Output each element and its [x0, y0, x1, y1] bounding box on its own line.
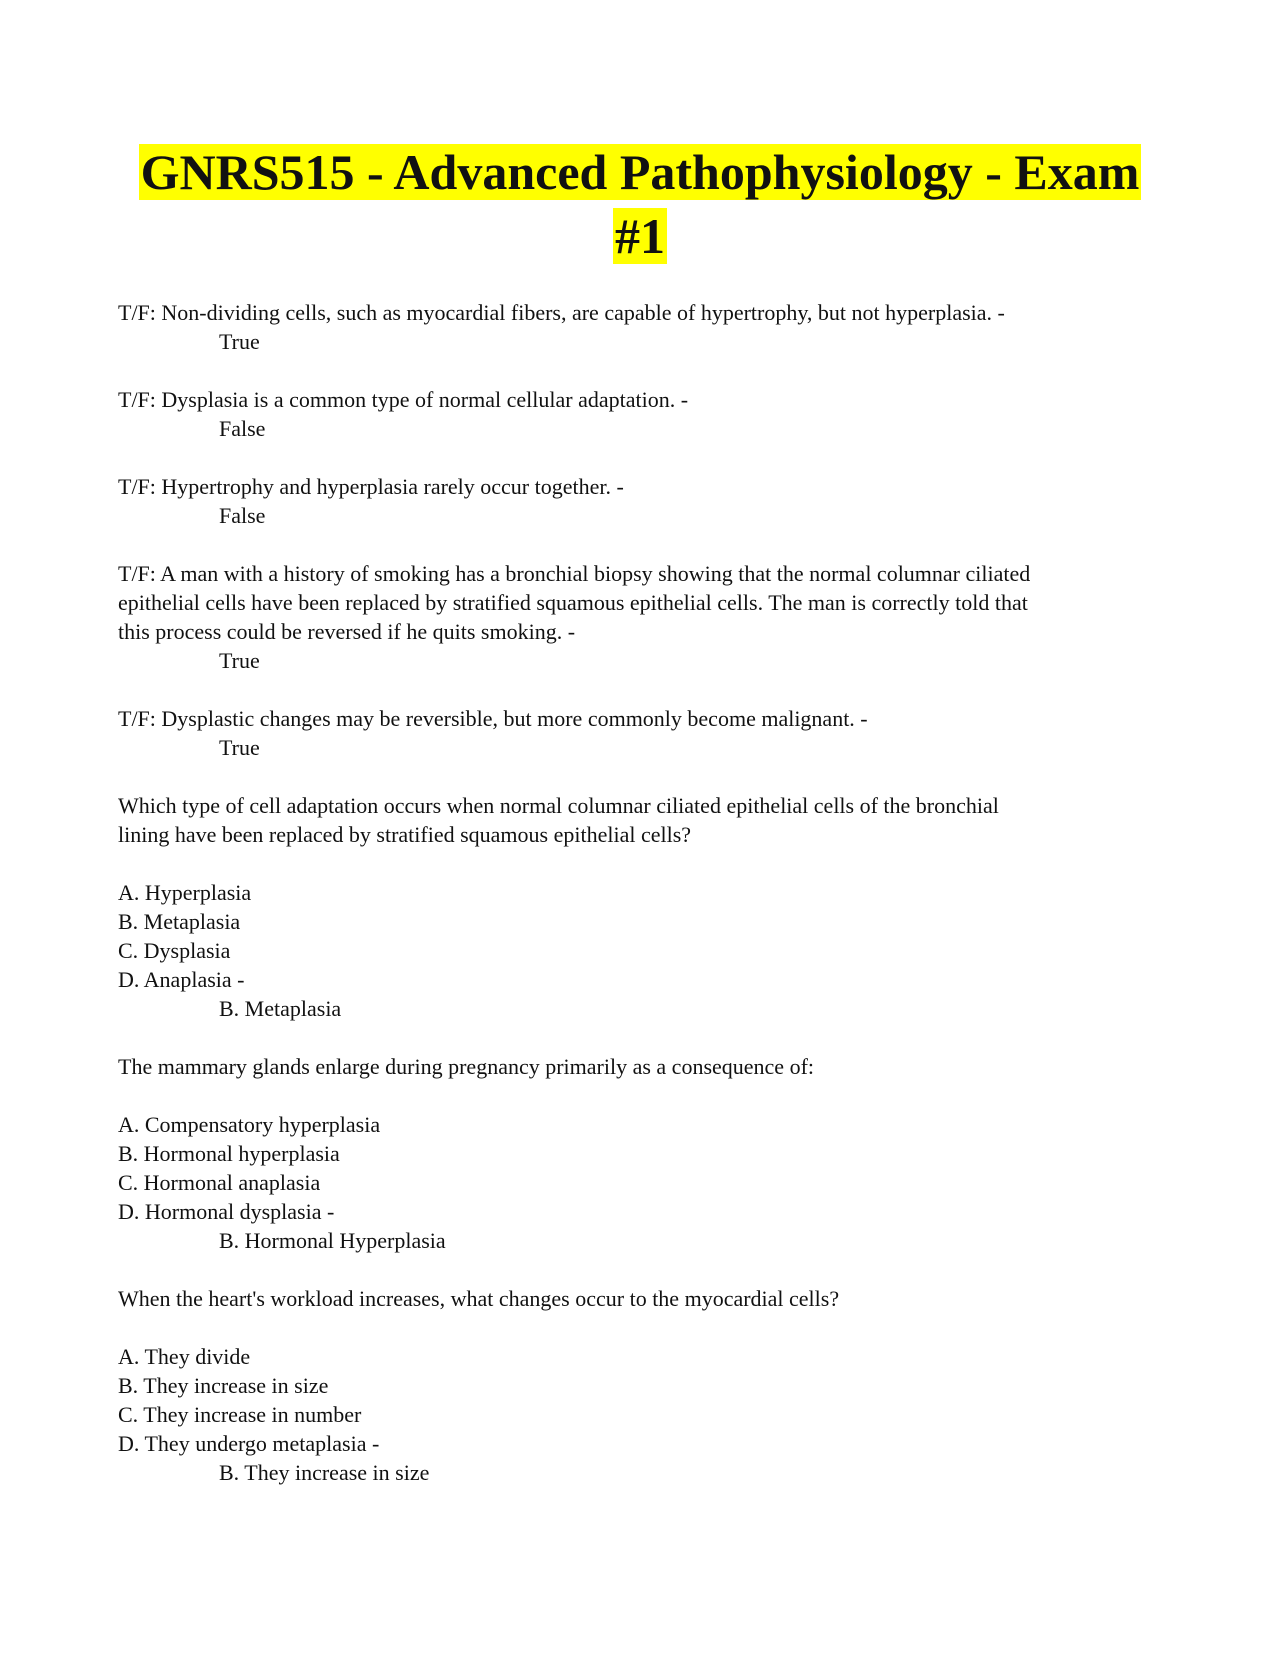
question-text: Which type of cell adaptation occurs when normal columnar ciliated epithelial cells of the bronchial [118, 793, 999, 818]
option-list [118, 1110, 1168, 1255]
question-item [118, 1284, 1168, 1313]
question-text: T/F: Dysplastic changes may be reversible, but more commonly become malignant. - [118, 706, 868, 731]
option-text: B. They increase in size [118, 1373, 329, 1398]
question-text: T/F: A man with a history of smoking has a bronchial biopsy showing that the normal columnar ciliated [118, 561, 1031, 586]
question-item [118, 704, 1168, 762]
option-text: D. Anaplasia - [118, 967, 245, 992]
question-item [118, 791, 1168, 849]
question-item [118, 559, 1168, 675]
option-text: B. Hormonal hyperplasia [118, 1141, 340, 1166]
answer-text: True [219, 648, 260, 673]
title-line-1: GNRS515 - Advanced Pathophysiology - Exam [140, 144, 1140, 200]
option-list [118, 1342, 1168, 1487]
option-text: A. Hyperplasia [118, 880, 252, 905]
option-text: D. They undergo metaplasia - [118, 1431, 380, 1456]
page-title [120, 140, 1160, 268]
answer-text: False [219, 503, 266, 528]
answer-text: B. Hormonal Hyperplasia [219, 1228, 446, 1253]
option-text: A. Compensatory hyperplasia [118, 1112, 381, 1137]
title-line-2: #1 [615, 208, 665, 264]
question-item [118, 472, 1168, 530]
answer-text: False [219, 416, 266, 441]
question-item [118, 1052, 1168, 1081]
option-text: D. Hormonal dysplasia - [118, 1199, 335, 1224]
question-text: T/F: Non-dividing cells, such as myocardial fibers, are capable of hypertrophy, but not hyperplasia. - [118, 300, 1005, 325]
question-text: The mammary glands enlarge during pregnancy primarily as a consequence of: [118, 1054, 815, 1079]
option-text: C. They increase in number [118, 1402, 362, 1427]
question-text: this process could be reversed if he quits smoking. - [118, 619, 576, 644]
option-text: B. Metaplasia [118, 909, 241, 934]
question-text: T/F: Dysplasia is a common type of normal cellular adaptation. - [118, 387, 689, 412]
question-list [118, 298, 1168, 1516]
question-text: When the heart's workload increases, what changes occur to the myocardial cells? [118, 1286, 840, 1311]
option-text: C. Hormonal anaplasia [118, 1170, 321, 1195]
option-text: C. Dysplasia [118, 938, 231, 963]
answer-text: True [219, 329, 260, 354]
question-item [118, 385, 1168, 443]
answer-text: True [219, 735, 260, 760]
question-text: T/F: Hypertrophy and hyperplasia rarely occur together. - [118, 474, 624, 499]
answer-text: B. Metaplasia [219, 996, 342, 1021]
answer-text: B. They increase in size [219, 1460, 430, 1485]
option-list [118, 878, 1168, 1023]
question-item [118, 298, 1168, 356]
option-text: A. They divide [118, 1344, 251, 1369]
question-text: epithelial cells have been replaced by stratified squamous epithelial cells. The man is correctly told that [118, 590, 1028, 615]
question-text: lining have been replaced by stratified squamous epithelial cells? [118, 822, 692, 847]
